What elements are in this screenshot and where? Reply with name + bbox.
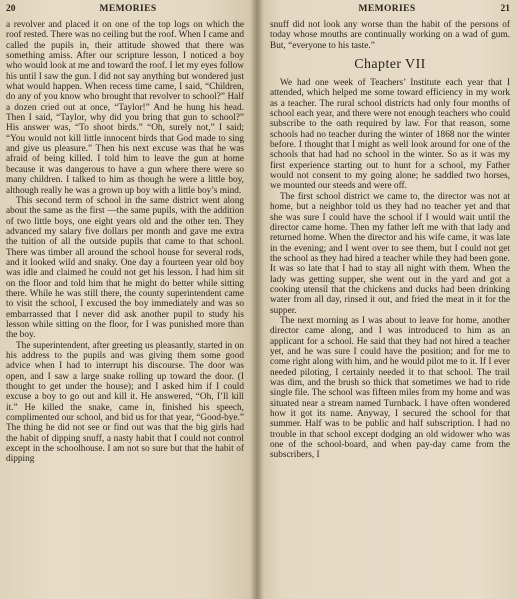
paragraph: The next morning as I was about to leave for home, another director came along, and I was introduced to him as an applicant for a school. He said that they had not hired a teacher yet, and he was sure I could have the position; and for me to come right along with him, and he would pilot me to it. If I ever needed piloting, I certainly needed it to that school. The trail was dim, and the brush so thick that sometimes we had to ride single file. The school was fifteen miles from my home and was situated near a stream named Turnback. I have often wondered how it got its name. Anyway, I secured the school for that summer. Half was to be public and half subscription. I had no trouble in that school except dodging an old widower who was one of the school-board, and when pay-day came from the subscribers, I (270, 315, 510, 461)
left-page (0, 0, 256, 599)
running-head-right: MEMORIES (358, 4, 416, 14)
right-page (256, 0, 518, 599)
right-page-body (270, 20, 510, 461)
paragraph: This second term of school in the same district went along about the same as the first —the same pupils, with the addition of two little boys, one eight years old and the other ten. They advanced my salary five dollars per month and gave me extra the tuition of all the outside pupils that came to that school. There was timber all around the school house for several rods, and it looked wild and snaky. One day a fourteen year old boy was idle and claimed he could not get his lesson. I had him sit on the floor and told him that he might do better while sitting there. While he was still there, the county superintendent came to visit the school, I excused the boy immediately and was so embarrassed that I never did ask another pupil to study his lesson while sitting on the floor, for I was punished more than the boy. (6, 195, 244, 341)
left-page-body (6, 20, 244, 465)
paragraph: snuff did not look any worse than the habit of the persons of today whose mouths are continually working on a wad of gum. But, “everyone to his taste.” (270, 20, 510, 51)
chapter-heading: Chapter VII (354, 57, 426, 73)
paragraph: a revolver and placed it on one of the top logs on which the roof rested. There was no ceiling but the roof. When I came and called the pupils in, their attitude showed that there was something amiss. After our scripture lesson, I noticed a boy who would look at me and toward the roof. I let my eyes follow his until I saw the gun. I did not say anything but wondered just what would happen. When recess time came, I said, “Children, do any of you know who brought that revolver to school?” Half a dozen cried out at once, “Taylor!” And he hung his head. Then I said, “Taylor, why did you bring that gun to school?” His answer was, “To shoot birds.” “Oh, surely not,” I said; “You would not kill little innocent birds that God made to sing and give us pleasure.” Then his next excuse was that he was afraid of being killed. I told him to leave the gun at home because it was dangerous to have a gun where there were so many children. I talked to him as though he were a little boy, although really he was a grown up boy with a little boy’s mind. (6, 20, 244, 196)
page-number-left: 20 (6, 4, 16, 14)
paragraph: The superintendent, after greeting us pleasantly, started in on his address to the pupils and was giving them some good advice when I had to interrupt his discourse. The door was open, and I saw a large snake rolling up toward the door. (I thought to get under the house); and I asked him if I could excuse a boy to go out and kill it. He answered, “Oh, I’ll kill it.” He killed the snake, came in, finished his speech, complimented our school, and bid us for that year, “Good-bye.” The thing he did not see or find out was that the big girls had the habit of dipping snuff, a nasty habit that I could not control except in the schoolhouse. I am not so sure but that the habit of dipping (6, 340, 244, 465)
paragraph: The first school district we came to, the director was not at home, but a neighbor told us they had no teacher yet and that she was sure I could have the school if I would wait until the director came home. Then my father left me with that lady and returned home. When the director and his wife came, it was late in the evening; and I went over to see them, but I could not get the school as they had hired a teacher while they had been gone. It was so late that I had to stay all night with them. When the lady was getting supper, she went out in the yard and got a cooking utensil that the chickens and ducks had been drinking water from all day, rinsed it out, and fried the meat in it for the supper. (270, 191, 510, 316)
running-head-left: MEMORIES (99, 4, 157, 14)
page-number-right: 21 (500, 4, 510, 14)
paragraph: We had one week of Teachers’ Institute each year that I attended, which helped me some toward efficiency in my work as a teacher. The rural school districts had only four months of school each year, and there were not enough teachers who could subscribe to the oath required by law. For that reason, some schools had no teacher during the winter of 1868 nor the winter before. I thought that I might as well look around for one of the schools that had had no school in the winter. So as it was my first experience starting out to hunt for a school, my Father would not consent to my going alone; he saddled two horses, we mounted our steeds and were off. (270, 78, 510, 192)
